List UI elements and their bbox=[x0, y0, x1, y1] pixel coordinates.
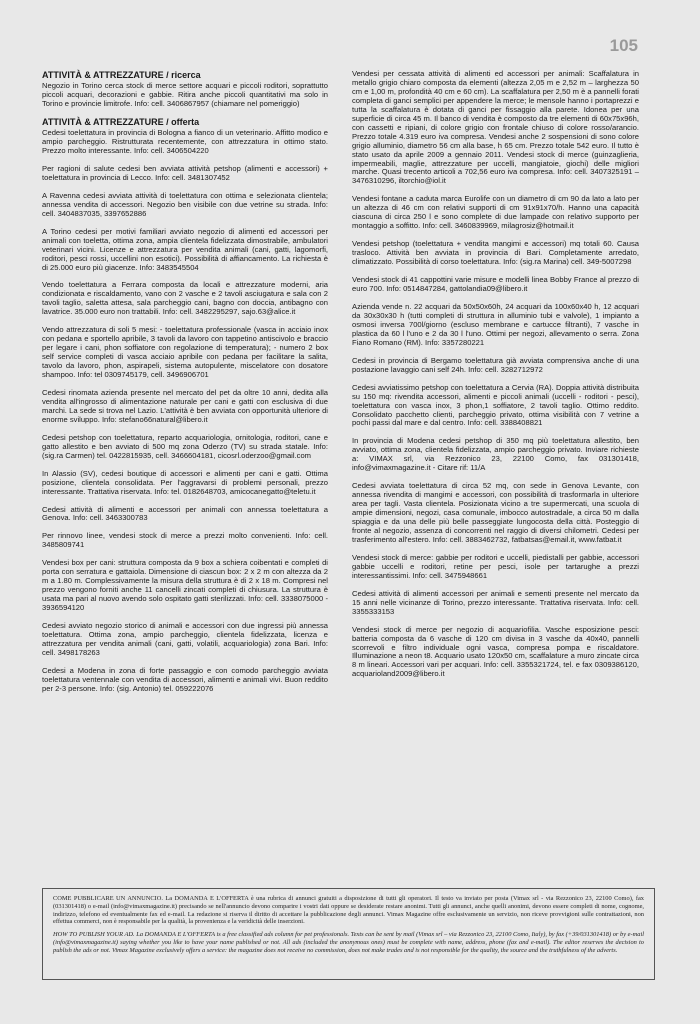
publishing-info-box bbox=[42, 888, 655, 980]
classified-ad: Cedesi avviatissimo petshop con toelettatura a Cervia (RA). Doppia attività distribuita su 150 mq: rivendita accessori, alimenti e piccoli animali (uccelli - roditori - pesci), toelettatura con vasca inox, 3 phon,1 soffiatore, 2 tavoli taglio. Ottimo reddito. Consolidato pacchetto clienti, parcheggio privato, ottima visibilità con 7 vetrine a pochi passi dal mare e dal centro. Info: cell. 3388408821 bbox=[352, 382, 639, 428]
classified-ad: Vendesi box per cani: struttura composta da 9 box a schiera coibentati e completi di porta con serratura e gattaiola. Dimensione di ciascun box: 2 x 2 m con altezza da 2 m a 1.80 m. Complessivamente la misura della struttura è di 2 x 18 m. Compresi nel prezzo vengono forniti anche 11 cancelli zincati completi di chiusura. La struttura è usata ma pari al nuovo avendo solo ospitato gatti sterilizzati. Info: cell. 3338075000 - 3936594120 bbox=[42, 558, 328, 613]
classified-ad: Cedesi avviato negozio storico di animali e accessori con due ingressi più annessa toelettatura. Ottima zona, ampio parcheggio, clientela fidelizzata, licenza e attrezzatura per vendita animali (cani, gatti, volatili, acquariologia) zona Bari. Info: cell. 3498178263 bbox=[42, 621, 328, 657]
classified-ad: Cedesi petshop con toelettatura, reparto acquariologia, ornitologia, roditori, cane e gatto allestito e ben avviato di 500 mq zona Oderzo (TV) su strada statale. Info: (sig.ra Carmen) tel. 0422815935, cell. 3466604181, cicosrl.oderzoo@gmail.com bbox=[42, 432, 328, 460]
section-heading: ATTIVITÀ & ATTREZZATURE / ricerca bbox=[42, 70, 201, 80]
footer-english: HOW TO PUBLISH YOUR AD. La DOMANDA E L'OFFERTA is a free classified ads column for pet professionals. Texts can be sent by mail (Vimax srl – via Rezzonico 23, 22100 Como, Italy), by fax (+39/031301418) or by e-mail (info@vimaxmagazine.it) saying whether you like to have your name published or not. All ads (included the anonymous ones) must be complete with name, address, phone (fax and e-mail). The editor reserves the decision to publish the ads or not. Vimax Magazine exclusively offers a service: the magazine does not receive no commission, does not make trades and is not responsible for the quality, the source and the truthfulness of the adverts. bbox=[53, 931, 644, 954]
classified-ad: Cedesi a Modena in zona di forte passaggio e con comodo parcheggio avviata toelettatura ventennale con vendita di accessori, alimenti e animali vivi. Buon reddito per 2-3 persone. Info: (sig. Antonio) tel. 059222076 bbox=[42, 665, 328, 693]
classified-ad: Vendesi fontane a caduta marca Eurolife con un diametro di cm 90 da lato a lato per un altezza di 46 cm con relativi supporti di cm 91x91x70/h. Hanno una capacità ciascuna di circa 250 l e sono complete di due lampade con relativo supporto per montaggio a soffitto. Info: cell. 3460839969, milagrosiz@hotmail.it bbox=[352, 194, 639, 231]
classified-ad: Vendo toelettatura a Ferrara composta da locali e attrezzature moderni, aria condizionata e riscaldamento, vano con 2 vasche e 2 tavoli asciugatura e sala con 2 tavoli taglio, saletta attesa, sala parcheggio cani, bagno con doccia, antibagno con lavatrice. 35.000 euro non trattabili. Info: cell. 3482295297, sajo.63@alice.it bbox=[42, 280, 328, 317]
left-column bbox=[42, 70, 328, 703]
classified-ad: A Torino cedesi per motivi familiari avviato negozio di alimenti ed accessori per animali con toeletta, ottima zona, ampia clientela fidelizzata dimostrabile, ambulatori veterinari vicini. Licenze e attrezzatura per vendita animali (cani, gatti, lagomorfi, roditori, pesci rossi, uccellini non esotici). Possibilità di affiancamento. La richiesta è di 25.000 euro più giacenze. Info: 3483545504 bbox=[42, 226, 328, 272]
section-heading: ATTIVITÀ & ATTREZZATURE / offerta bbox=[42, 117, 200, 128]
classified-ad: Cedesi rinomata azienda presente nel mercato del pet da oltre 10 anni, dedita alla vendita all'ingrosso di alimentazione naturale per cani e gatti con esclusiva di due marchi. La sede si trova nel Lazio. L'attività è ben avviata con opportunità ulteriore di enorme sviluppo. Info: stefano66natural@libero.it bbox=[42, 388, 328, 424]
classified-ad: Azienda vende n. 22 acquari da 50x50x60h, 24 acquari da 100x60x40 h, 12 acquari da 30x30x30 h (tutti completi di struttura in alluminio tubi e valvole), 1 impianto a osmosi inversa 700l/giorno (escluso membrane e cartucce filtranti), 7 vasche in plastica da 60 l l'uno e 2 da 30 l l'uno. Ottimi per negozi, allevamento o serra. Zona Fiano Romano (RM). Info: 3357280221 bbox=[352, 301, 639, 347]
classified-ad: In Alassio (SV), cedesi boutique di accessori e alimenti per cani e gatti. Ottima posizione, clientela consolidata. Per l'aggravarsi di problemi personali, prezzo interessante. Trattativa riservata. Info: tel. 0182648703, amicocanegatto@teletu.it bbox=[42, 468, 328, 496]
classified-ad: Vendesi per cessata attività di alimenti ed accessori per animali: Scaffalatura in metallo grigio chiaro composta da elementi (altezza 2,05 m e 2,52 m – larghezza 50 cm e 1,00 m, profondità 40 cm e 60 cm). La scaffalatura per 2,50 m è a pannelli forati completa di ganci semplici per appendere la merce; le mensole hanno i portaprezzi e tutta la scaffalatura è dotata di ganci per fissaggio alla parete. Idonea per una superficie di circa 45 m. Il banco di vendita è composto da tre elementi di 60x75x96h, con cassetti e ripiani, di colore grigio con frontale chiuso di colore rosso/arancio. Prezzo totale 4.319 euro iva compresa. Vendesi anche 2 sospensioni di sono colore grigio alluminio, diametro 56 cm alla base, h 65 cm. Prezzo totale 542 euro. Il tutto è stato usato da aprile 2009 a gennaio 2011. Vendesi stock di merce (guinzaglieria, impermeabili, maglie, attrezzature per uccelli, mangiatoie, giochi) delle migliori marche. Quasi trecento articoli a 702,56 euro iva compresa. Info: cell. 3407325191 – 3476310296, iltorchio@iol.it bbox=[352, 69, 639, 186]
classified-ad: Cedesi in provincia di Bergamo toelettatura già avviata comprensiva anche di una postazione lavaggio cani self 24h. Info: cell. 3282712972 bbox=[352, 355, 639, 374]
classified-ad: Vendesi stock di 41 cappottini varie misure e modelli linea Bobby France al prezzo di euro 700. Info: 0514847284, gattolandia09@libero.it bbox=[352, 275, 639, 294]
classified-ad: Vendo attrezzatura di soli 5 mesi: - toelettatura professionale (vasca in acciaio inox con pedana e sportello apribile, 3 tavoli da lavoro con tappetino antiscivolo e braccio per legare i cani, phon soffiatore con regolazione di temperatura); - numero 2 box self service completi di vasca acciaio apribile con pedana per facilitare la salita, tavolo da lavoro, phon, aspirapeli, sistema autopulente, miscelatore con dosatore shampoo. Info: tel 0309745179, cell. 3496906701 bbox=[42, 325, 328, 380]
classified-ad: Cedesi toelettatura in provincia di Bologna a fianco di un veterinario. Affitto modico e ampio parcheggio. Ristrutturata recentemente, con attrezzatura in ottimo stato. Prezzo molto interessante. Info: cell. 3406504220 bbox=[42, 128, 328, 155]
right-column bbox=[352, 70, 639, 688]
classified-ad: Cedesi attività di alimenti e accessori per animali con annessa toelettatura a Genova. Info: cell. 3463300783 bbox=[42, 504, 328, 523]
classified-ad: Cedesi attività di alimenti accessori per animali e sementi presente nel mercato da 15 anni nelle vicinanze di Torino, prezzo interessante. Trattativa riservata. Info: cell. 3355333153 bbox=[352, 588, 639, 616]
classified-ad: Cedesi avviata toelettatura di circa 52 mq, con sede in Genova Levante, con annessa rivendita di mangimi e accessori, con possibilità di trasformarla in ulteriore area per tagli. Vasta clientela. Posizionata vicino a tre supermercati, una scuola di ampie dimensioni, negozi, casa comunale, imbocco autostradale, a circa 50 m dalla spiaggia e da una delle più belle passeggiate lungocosta della città. Posteggio di fronte al negozio, assenza di concorrenti nel raggio di diversi chilometri. Cedesi per trasferimento all'estero. Info: cell. 3883462732, fatbatsas@email.it, www.fatbat.it bbox=[352, 481, 639, 544]
classified-ad: Negozio in Torino cerca stock di merce settore acquari e piccoli roditori, soprattutto piccoli acquari, decorazioni e gabbie. Ritira anche piccoli quantitativi ma solo in Torino e provincie limitrofe. Info: cell. 3406867957 (chiamare nel pomeriggio) bbox=[42, 80, 328, 108]
classified-ad: Vendesi stock di merce per negozio di acquariofilia. Vasche esposizione pesci: batteria composta da 6 vasche di 120 cm divisa in 3 vasche da 40x40, pannelli scorrevoli e filtro individuale ogni vasca, compresa pompa e riscaldatore. Illuminazione a neon t8. Acquario usato 120x50 cm, scaffalature a muro zincate circa 8 m lineari. Accessori vari per acquari. Info: cell. 3355321724, tel. e fax 0309386120, acquarioland2009@libero.it bbox=[352, 624, 639, 679]
footer-italian: COME PUBBLICARE UN ANNUNCIO. La DOMANDA E L'OFFERTA è una rubrica di annunci gratuiti a disposizione di tutti gli operatori. Il testo va inviato per posta (Vimax srl - via Rezzonico 23, 22100 Como), fax (031301418) o e-mail (info@vimaxmagazine.it) precisando se nell'annuncio devono comparire i vostri dati oppure se desiderate restare anonimi. Tutti gli annunci, anche quelli anonimi, devono essere completi di nome, cognome, indirizzo, telefono ed eventualmente fax ed e-mail. La redazione si riserva il diritto di accettare la pubblicazione degli annunci. Vimax Magazine offre esclusivamente un servizio, non riceve provvigioni sulle contrattazioni, non effettua commerci, non è responsabile per la qualità, la provenienza e la veridicità delle inserzioni. bbox=[53, 895, 644, 926]
classified-ad: Vendesi petshop (toelettatura + vendita mangimi e accessori) mq totali 60. Causa trasloco. Attività ben avviata in provincia di Bari. Completamente arredato, climatizzato. Possibilità di corso toelettatura. Info: (sig.ra Marina) cell. 349-5007298 bbox=[352, 239, 639, 267]
classified-ad: Vendesi stock di merce: gabbie per roditori e uccelli, piedistalli per gabbie, accessori gabbie uccelli e roditori, retine per pesci, isole per tartarughe a prezzi interessantissimi. Info: cell. 3475948661 bbox=[352, 552, 639, 580]
classified-ad: Per ragioni di salute cedesi ben avviata attività petshop (alimenti e accessori) + toelettatura in provincia di Lecco. Info: cell. 3481307452 bbox=[42, 163, 328, 182]
classified-ad: In provincia di Modena cedesi petshop di 350 mq più toelettatura allestito, ben avviato, ottima zona, clientela fidelizzata, ampio parcheggio privato. Inviare richieste a: VIMAX srl, via Rezzonico 23, 22100 Como, fax 031301418, info@vimaxmagazine.it - Citare rif: 11/A bbox=[352, 436, 639, 473]
page-number: 105 bbox=[609, 36, 638, 55]
classified-ad: A Ravenna cedesi avviata attività di toelettatura con ottima e selezionata clientela; annessa vendita di accessori. Negozio ben visibile con due vetrine su strada. Info: cell. 3404837035, 3397652886 bbox=[42, 190, 328, 218]
classified-ad: Per rinnovo linee, vendesi stock di merce a prezzi molto convenienti. Info: cell. 3485809741 bbox=[42, 531, 328, 550]
